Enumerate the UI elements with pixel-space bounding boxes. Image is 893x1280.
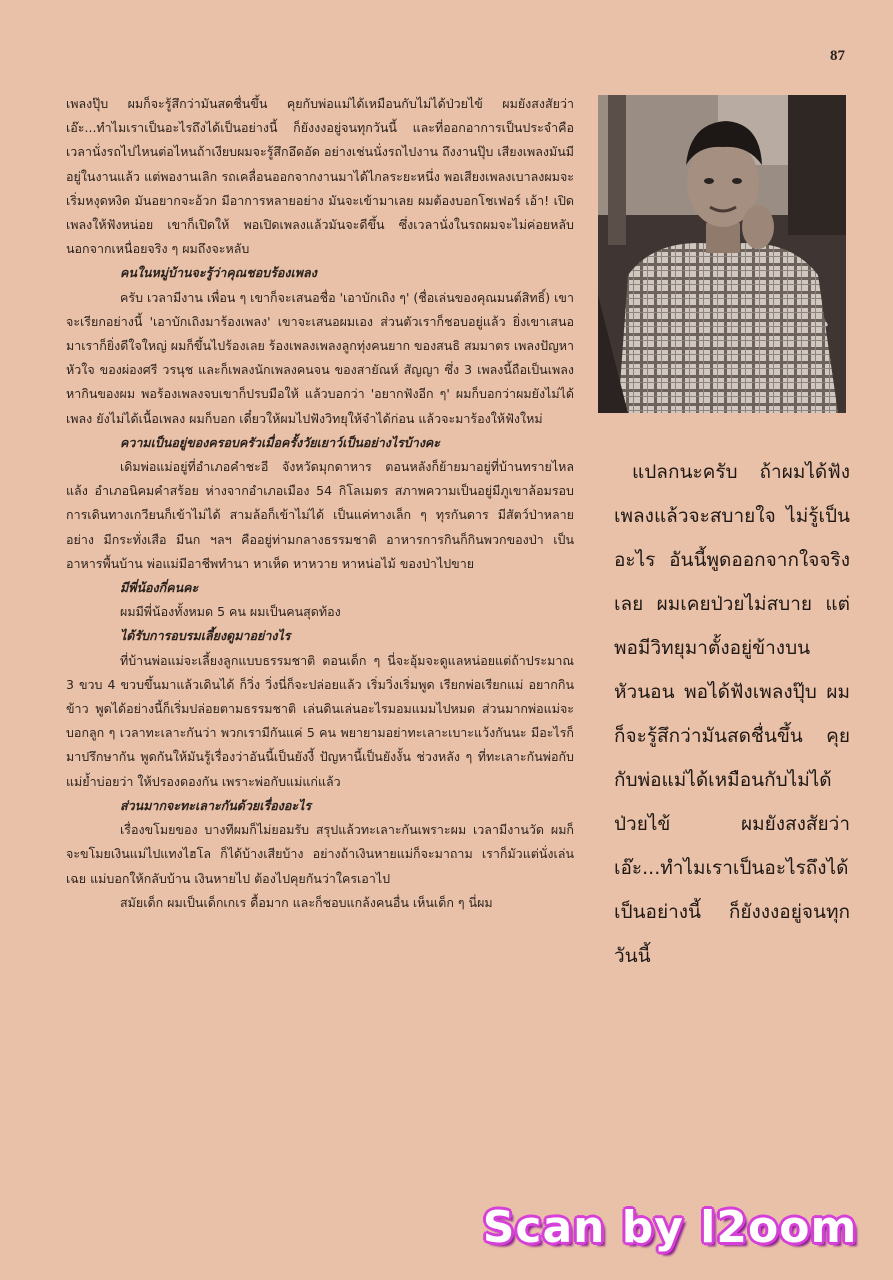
portrait-illustration xyxy=(598,95,846,413)
interview-answer: เรื่องขโมยของ บางทีผมก็ไม่ยอมรับ สรุปแล้วทะเลาะกันเพราะผม เวลามีงานวัด ผมก็จะขโมยเงินแม่ไปแทงไฮโล ก็ได้บ้างเสียบ้าง อย่างถ้าเงินหายแม่ก็จะมาถาม เราก็มัวแต่นั่งเล่นเฉย แม่บอกให้กลับบ้าน เงินหายไป ต้องไปคุยกันว่าใครเอาไป xyxy=(66,822,574,886)
interview-question: คนในหมู่บ้านจะรู้ว่าคุณชอบร้องเพลง xyxy=(120,265,317,281)
page-number: 87 xyxy=(830,48,845,64)
interview-answer: ครับ เวลามีงาน เพื่อน ๆ เขาก็จะเสนอชื่อ 'เอาบักเถิง ๆ' (ชื่อเล่นของคุณมนต์สิทธิ์) เขาจะเรียกอย่างนี้ 'เอาบักเถิงมาร้องเพลง' เขาจะเสนอผมเอง ส่วนตัวเราก็ชอบอยู่แล้ว ยิ่งเขาเสนอมาเราก็ยิ่งดีใจใหญ่ ผมก็ขึ้นไปร้องเลย ร้องเพลงเพลงลูกทุ่งคนยาก ของสนธิ สมมาตร เพลงปัญหาหัวใจ ของผ่องศรี วรนุช และก็เพลงนักเพลงคนจน ของสายัณห์ สัญญา ซึ่ง 3 เพลงนี้ถือเป็นเพลงหากินของผม พอร้องเพลงจบเขาก็ปรบมือให้ แล้วบอกว่า 'อยากฟังอีก ๆ' ผมก็บอกว่าผมยังไม่ได้เพลง ยังไม่ได้เนื้อเพลง ผมก็บอก เดี๋ยวให้ผมไปฟังวิทยุให้จำได้ก่อน แล้วจะมาร้องให้ฟังใหม่ xyxy=(66,289,574,426)
interview-question: ส่วนมากจะทะเลาะกันด้วยเรื่องอะไร xyxy=(120,797,312,813)
interview-question: ได้รับการอบรมเลี้ยงดูมาอย่างไร xyxy=(120,628,291,644)
paragraph-intro: เพลงปุ๊บ ผมก็จะรู้สึกว่ามันสดชื่นขึ้น คุยกับพ่อแม่ได้เหมือนกับไม่ได้ป่วยไข้ ผมยังสงสัยว่า เอ๊ะ...ทำไมเราเป็นอะไรถึงได้เป็นอย่างนี้ ก็ยังงงอยู่จนทุกวันนี้ และที่ออกอาการเป็นประจำคือ เวลานั่งรถไปไหนต่อไหนถ้าเงียบผมจะรู้สึกอึดอัด อย่างเช่นนั่งรถไปงาน ถึงงานปุ๊บ เสียงเพลงมันมีอยู่ในงานแล้ว แต่พองานเลิก รถเคลื่อนออกจากงานมาได้ไกลระยะหนึ่ง พอเสียงเพลงเบาลงผมจะเริ่มหงุดหงิด มันอยากจะอ้วก มีอาการหลายอย่าง มันจะเข้ามาเลย ผมต้องบอกโชเฟอร์ เอ้า! เปิดเพลงให้ฟังหน่อย เขาก็เปิดให้ พอเปิดเพลงแล้วมันจะดีขึ้น ซึ่งเวลานั่งในรถผมจะไม่ค่อยหลับ นอกจากเหนื่อยจริง ๆ ผมถึงจะหลับ xyxy=(66,96,574,257)
article-text-column xyxy=(66,92,574,915)
interview-question: ความเป็นอยู่ของครอบครัวเมื่อครั้งวัยเยาว์เป็นอย่างไรบ้างคะ xyxy=(120,434,441,450)
interview-answer: ผมมีพี่น้องทั้งหมด 5 คน ผมเป็นคนสุดท้อง xyxy=(120,604,341,620)
interview-answer: สมัยเด็ก ผมเป็นเด็กเกเร ดื้อมาก และก็ชอบแกล้งคนอื่น เห็นเด็ก ๆ นี่ผม xyxy=(120,894,493,910)
portrait-photo xyxy=(598,95,846,413)
pull-quote-text: แปลกนะครับ ถ้าผมได้ฟังเพลงแล้วจะสบายใจ ไม่รู้เป็นอะไร อันนี้พูดออกจากใจจริงเลย ผมเคยป่วยไม่สบาย แต่พอมีวิทยุมาตั้งอยู่ข้างบนหัวนอน พอได้ฟังเพลงปุ๊บ ผมก็จะรู้สึกว่ามันสดชื่นขึ้น คุยกับพ่อแม่ได้เหมือนกับไม่ได้ป่วยไข้ ผมยังสงสัยว่า เอ๊ะ...ทำไมเราเป็นอะไรถึงได้เป็นอย่างนี้ ก็ยังงงอยู่จนทุกวันนี้ xyxy=(614,461,850,967)
scanner-watermark: Scan by l2oom xyxy=(482,1201,858,1253)
interview-question: มีพี่น้องกี่คนคะ xyxy=(120,580,199,596)
pull-quote xyxy=(614,450,850,978)
interview-answer: ที่บ้านพ่อแม่จะเลี้ยงลูกแบบธรรมชาติ ตอนเด็ก ๆ นี่จะอุ้มจะดูแลหน่อยแต่ถ้าประมาณ 3 ขวบ 4 ขวบขึ้นมาแล้วเดินได้ ก็วิ่ง วิ่งนี่ก็จะปล่อยแล้ว เริ่มวิ่งเริ่มพูด เรียกพ่อเรียกแม่ อยากกินข้าว พูดได้อย่างนี้ก็เริ่มปล่อยตามธรรมชาติ เล่นดินเล่นอะไรมอมแมมไปหมด ส่วนมากพ่อแม่จะบอกลูก ๆ เวลาทะเลาะกันว่า พวกเรามีกันแค่ 5 คน พยายามอย่าทะเลาะเบาะแว้งกันนะ มีอะไรก็มาปรึกษากัน พูดกันให้มันรู้เรื่องว่าอันนี้เป็นยังงี้ ปัญหานี้เป็นยังงั้น ช่วงหลัง ๆ ที่ทะเลาะกันพ่อกับแม่ย้ำบ่อยว่า ให้ปรองดองกัน เพราะพ่อกับแม่แก่แล้ว xyxy=(66,652,574,789)
interview-answer: เดิมพ่อแม่อยู่ที่อำเภอคำชะอี จังหวัดมุกดาหาร ตอนหลังก็ย้ายมาอยู่ที่บ้านทรายไหลแล้ง อำเภอนิคมคำสร้อย ห่างจากอำเภอเมือง 54 กิโลเมตร สภาพความเป็นอยู่มีภูเขาล้อมรอบ การเดินทางเกวียนก็เข้าไม่ได้ สามล้อก็เข้าไม่ได้ เป็นแค่ทางเล็ก ๆ ทุรกันดาร มีสัตว์ป่าหลายอย่าง มีกระทั่งเสือ มีนก ฯลฯ คืออยู่ท่ามกลางธรรมชาติ อาหารการกินก็กินพวกของป่า เป็นอาหารพื้นบ้าน พ่อแม่มีอาชีพทำนา หาเห็ด หาหวาย หาหน่อไม้ ของป่าไปขาย xyxy=(66,459,574,571)
